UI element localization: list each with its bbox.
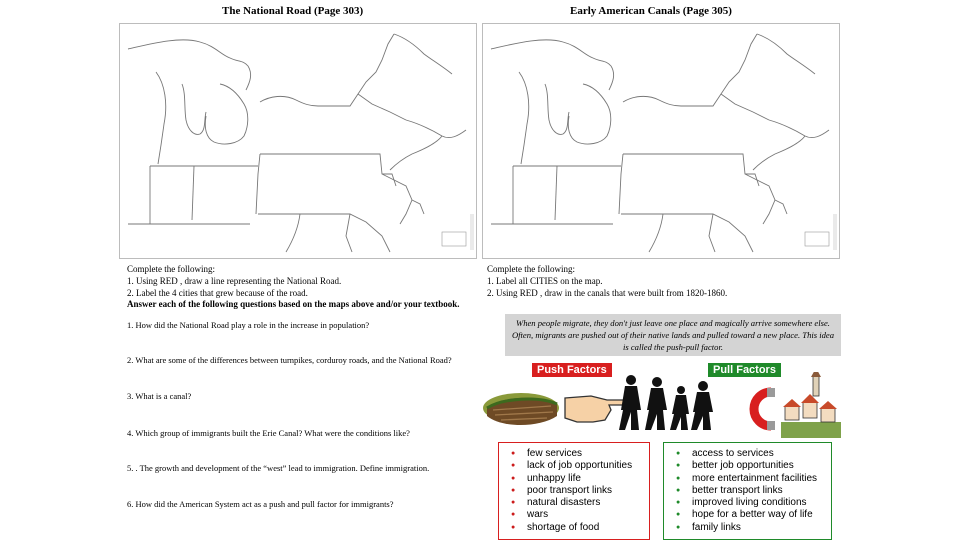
- question-6: 6. How did the American System act as a push and pull factor for immigrants?: [127, 499, 394, 509]
- northeast-outline-map-left: [120, 24, 476, 258]
- pull-factor-item: ● access to services: [676, 448, 827, 460]
- push-factors-box: [498, 442, 650, 540]
- left-instruction-step-2: 2. Label the 4 cities that grew because of the road.: [127, 288, 308, 298]
- pull-factor-item: ● hope for a better way of life: [676, 509, 827, 521]
- magnet-icon: [754, 388, 775, 430]
- right-instructions-heading: Complete the following:: [487, 264, 575, 274]
- national-road-map: [119, 23, 477, 259]
- question-5: 5. . The growth and development of the “west” lead to immigration. Define immigration.: [127, 463, 430, 473]
- town-icon: [781, 372, 841, 438]
- push-factors-list: [499, 443, 649, 534]
- left-instructions-heading: Complete the following:: [127, 264, 215, 274]
- answer-prompt: Answer each of the following questions based on the maps above and/or your textbook.: [127, 299, 460, 309]
- question-2: 2. What are some of the differences between turnpikes, corduroy roads, and the National Road?: [127, 355, 452, 365]
- pull-factor-item: ● more entertainment facilities: [676, 473, 827, 485]
- push-factor-item: ● few services: [511, 448, 645, 460]
- push-factor-item: ● unhappy life: [511, 473, 645, 485]
- push-factor-item: ● poor transport links: [511, 485, 645, 497]
- push-pull-definition: When people migrate, they don't just leave one place and magically arrive somewhere else. Often, migrants are pushed out of their native lands and pulled toward a new place. This idea is called the push-pull factor.: [505, 314, 841, 356]
- push-factor-item: ● wars: [511, 509, 645, 521]
- push-factor-item: ● shortage of food: [511, 522, 645, 534]
- pull-factor-item: ● better transport links: [676, 485, 827, 497]
- push-factors-banner: Push Factors: [532, 363, 612, 377]
- push-factor-item: ● lack of job opportunities: [511, 460, 645, 472]
- pull-factor-item: ● family links: [676, 522, 827, 534]
- right-instruction-step-2: 2. Using RED , draw in the canals that were built from 1820-1860.: [487, 288, 728, 298]
- migrating-people-icon: [619, 375, 713, 430]
- push-pull-illustration: [481, 372, 841, 440]
- national-road-title: The National Road (Page 303): [222, 5, 364, 17]
- canals-title: Early American Canals (Page 305): [570, 5, 732, 17]
- canals-map: [482, 23, 840, 259]
- right-instructions: [487, 263, 727, 299]
- pull-factors-banner: Pull Factors: [708, 363, 781, 377]
- pull-factors-list: [664, 443, 831, 534]
- left-instructions: [127, 263, 341, 299]
- farmland-icon: [483, 393, 559, 425]
- pull-factors-box: [663, 442, 832, 540]
- pointing-hand-icon: [565, 396, 630, 422]
- question-4: 4. Which group of immigrants built the Erie Canal? What were the conditions like?: [127, 428, 410, 438]
- push-factor-item: ● natural disasters: [511, 497, 645, 509]
- left-instruction-step-1: 1. Using RED , draw a line representing the National Road.: [127, 276, 342, 286]
- northeast-outline-map-right: [483, 24, 839, 258]
- right-instruction-step-1: 1. Label all CITIES on the map.: [487, 276, 603, 286]
- pull-factor-item: ● improved living conditions: [676, 497, 827, 509]
- question-1: 1. How did the National Road play a role in the increase in population?: [127, 320, 370, 330]
- question-3: 3. What is a canal?: [127, 391, 192, 401]
- pull-factor-item: ● better job opportunities: [676, 460, 827, 472]
